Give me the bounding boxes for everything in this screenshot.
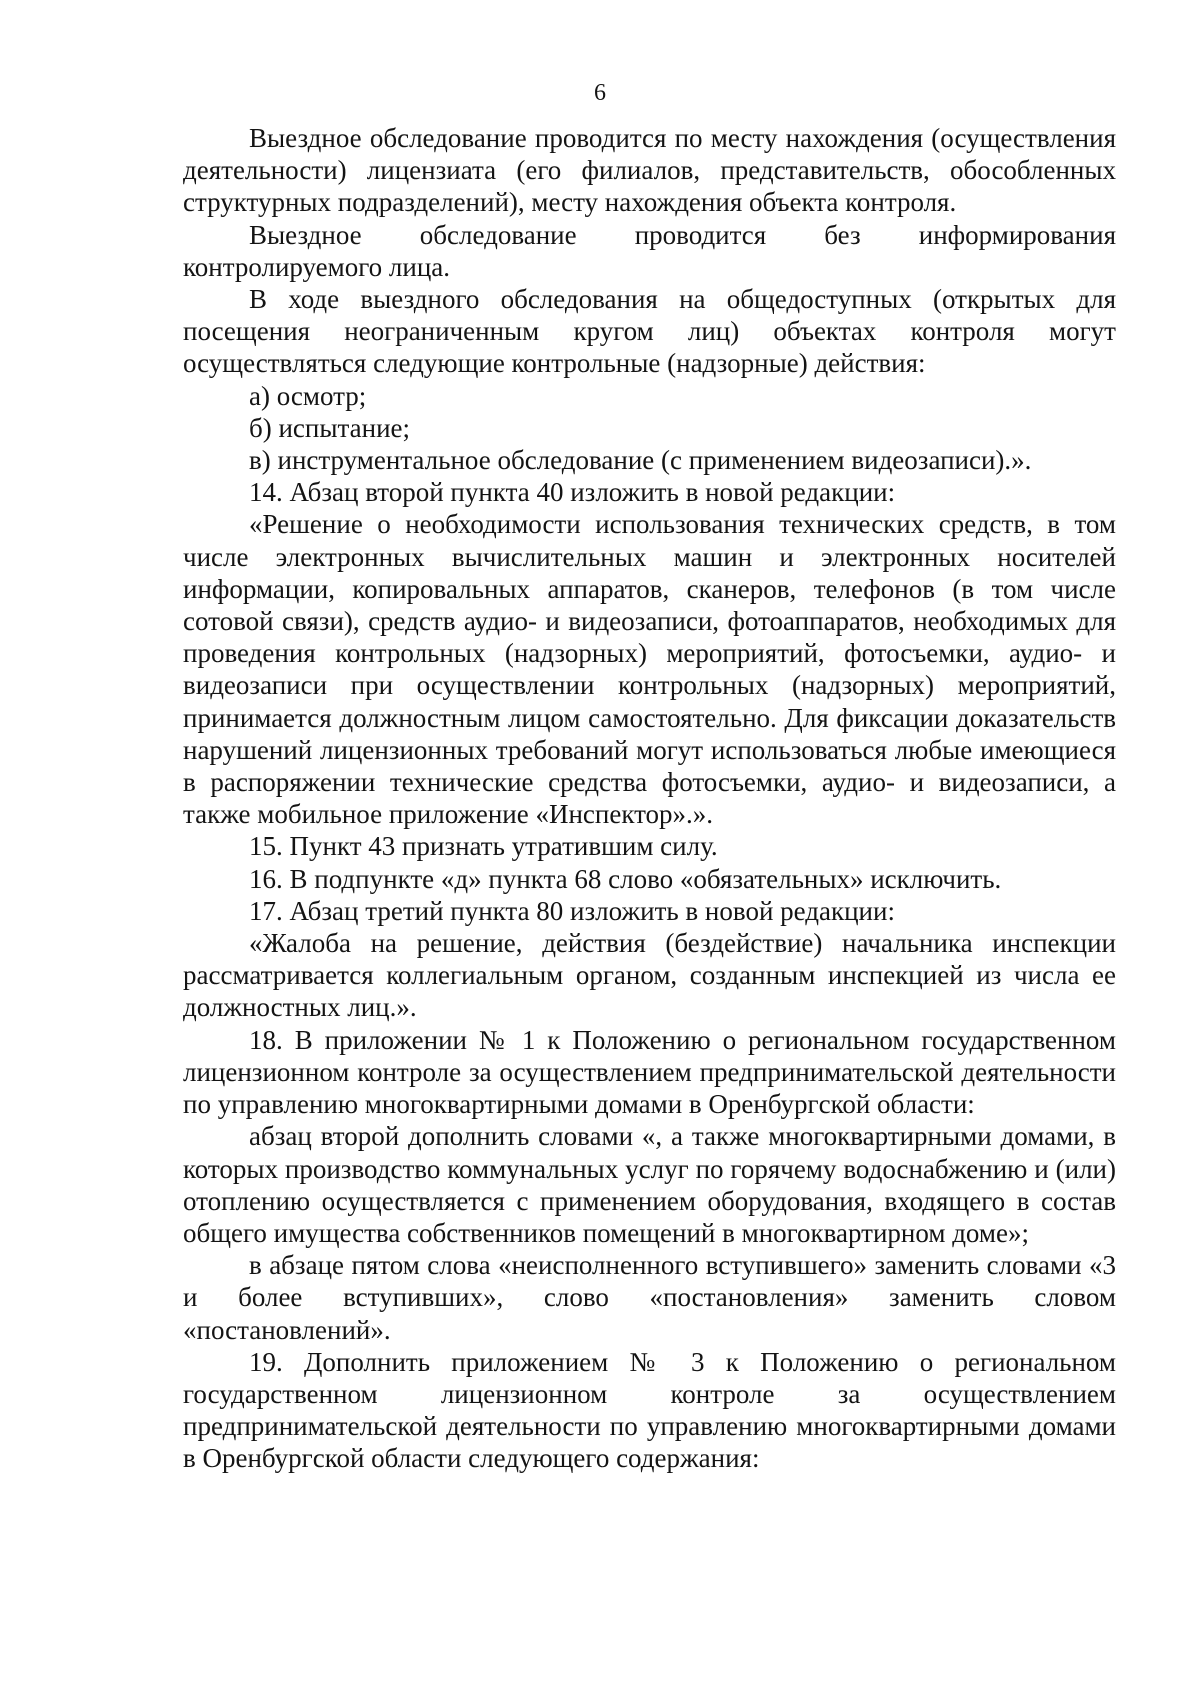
paragraph-item-14: 14. Абзац второй пункта 40 изложить в новой редакции:	[249, 477, 896, 508]
paragraph-fifth-abstract-replacement: в абзаце пятом слова «неисполненного вступившего» заменить словами «3 и более вступивших», слово «постановления» заменить словом «постановлений».	[183, 1250, 1116, 1345]
paragraph-item-16: 16. В подпункте «д» пункта 68 слово «обязательных» исключить.	[249, 863, 1002, 894]
paragraph-second-abstract-addition: абзац второй дополнить словами «, а также многоквартирными домами, в которых производство коммунальных услуг по горячему водоснабжению и (или) отоплению осуществляется с применением оборудования, входящего в состав общего имущества собственников помещений в многоквартирном доме»;	[183, 1121, 1116, 1248]
paragraph-item-19: 19. Дополнить приложением № 3 к Положению о региональном государственном лицензионном контроле за осуществлением предпринимательской деятельности по управлению многоквартирными домами в Оренбургской области следующего содержания:	[183, 1346, 1116, 1474]
paragraph-complaint: «Жалоба на решение, действия (бездействие) начальника инспекции рассматривается коллегиальным органом, созданным инспекцией из числа ее должностных лиц.».	[183, 928, 1116, 1023]
paragraph-control-actions: В ходе выездного обследования на общедоступных (открытых для посещения неограниченным кругом лиц) объектах контроля могут осуществляться следующие контрольные (надзорные) действия:	[183, 284, 1116, 379]
list-item-instrumental-survey: в) инструментальное обследование (с применением видеозаписи).».	[249, 445, 1032, 476]
list-item-testing: б) испытание;	[249, 412, 410, 443]
paragraph-item-18: 18. В приложении № 1 к Положению о региональном государственном лицензионном контроле за осуществлением предпринимательской деятельности по управлению многоквартирными домами в Оренбургской области:	[183, 1024, 1116, 1120]
paragraph-technical-means: «Решение о необходимости использования технических средств, в том числе электронных вычислительных машин и электронных носителей информации, копировальных аппаратов, сканеров, телефонов (в том числе сотовой связи), средств аудио- и видеозаписи, фотоаппаратов, необходимых для проведения контрольных (надзорных) мероприятий, фотосъемки, аудио- и видеозаписи при осуществлении контрольных (надзорных) мероприятий, принимается должностным лицом самостоятельно. Для фиксации доказательств нарушений лицензионных требований могут использоваться любые имеющиеся в распоряжении технические средства фотосъемки, аудио- и видеозаписи, а также мобильное приложение «Инспектор».».	[183, 509, 1116, 830]
paragraph-field-inspection-no-notice: Выездное обследование проводится без информирования контролируемого лица.	[183, 219, 1116, 282]
paragraph-item-17: 17. Абзац третий пункта 80 изложить в новой редакции:	[249, 895, 895, 926]
paragraph-field-inspection-location: Выездное обследование проводится по месту нахождения (осуществления деятельности) лицензиата (его филиалов, представительств, обособленных структурных подразделений), месту нахождения объекта контроля.	[183, 123, 1116, 218]
list-item-inspection: а) осмотр;	[249, 380, 367, 411]
page-number: 6	[594, 80, 606, 106]
document-body	[183, 122, 1116, 1475]
paragraph-item-15: 15. Пункт 43 признать утратившим силу.	[249, 831, 718, 862]
